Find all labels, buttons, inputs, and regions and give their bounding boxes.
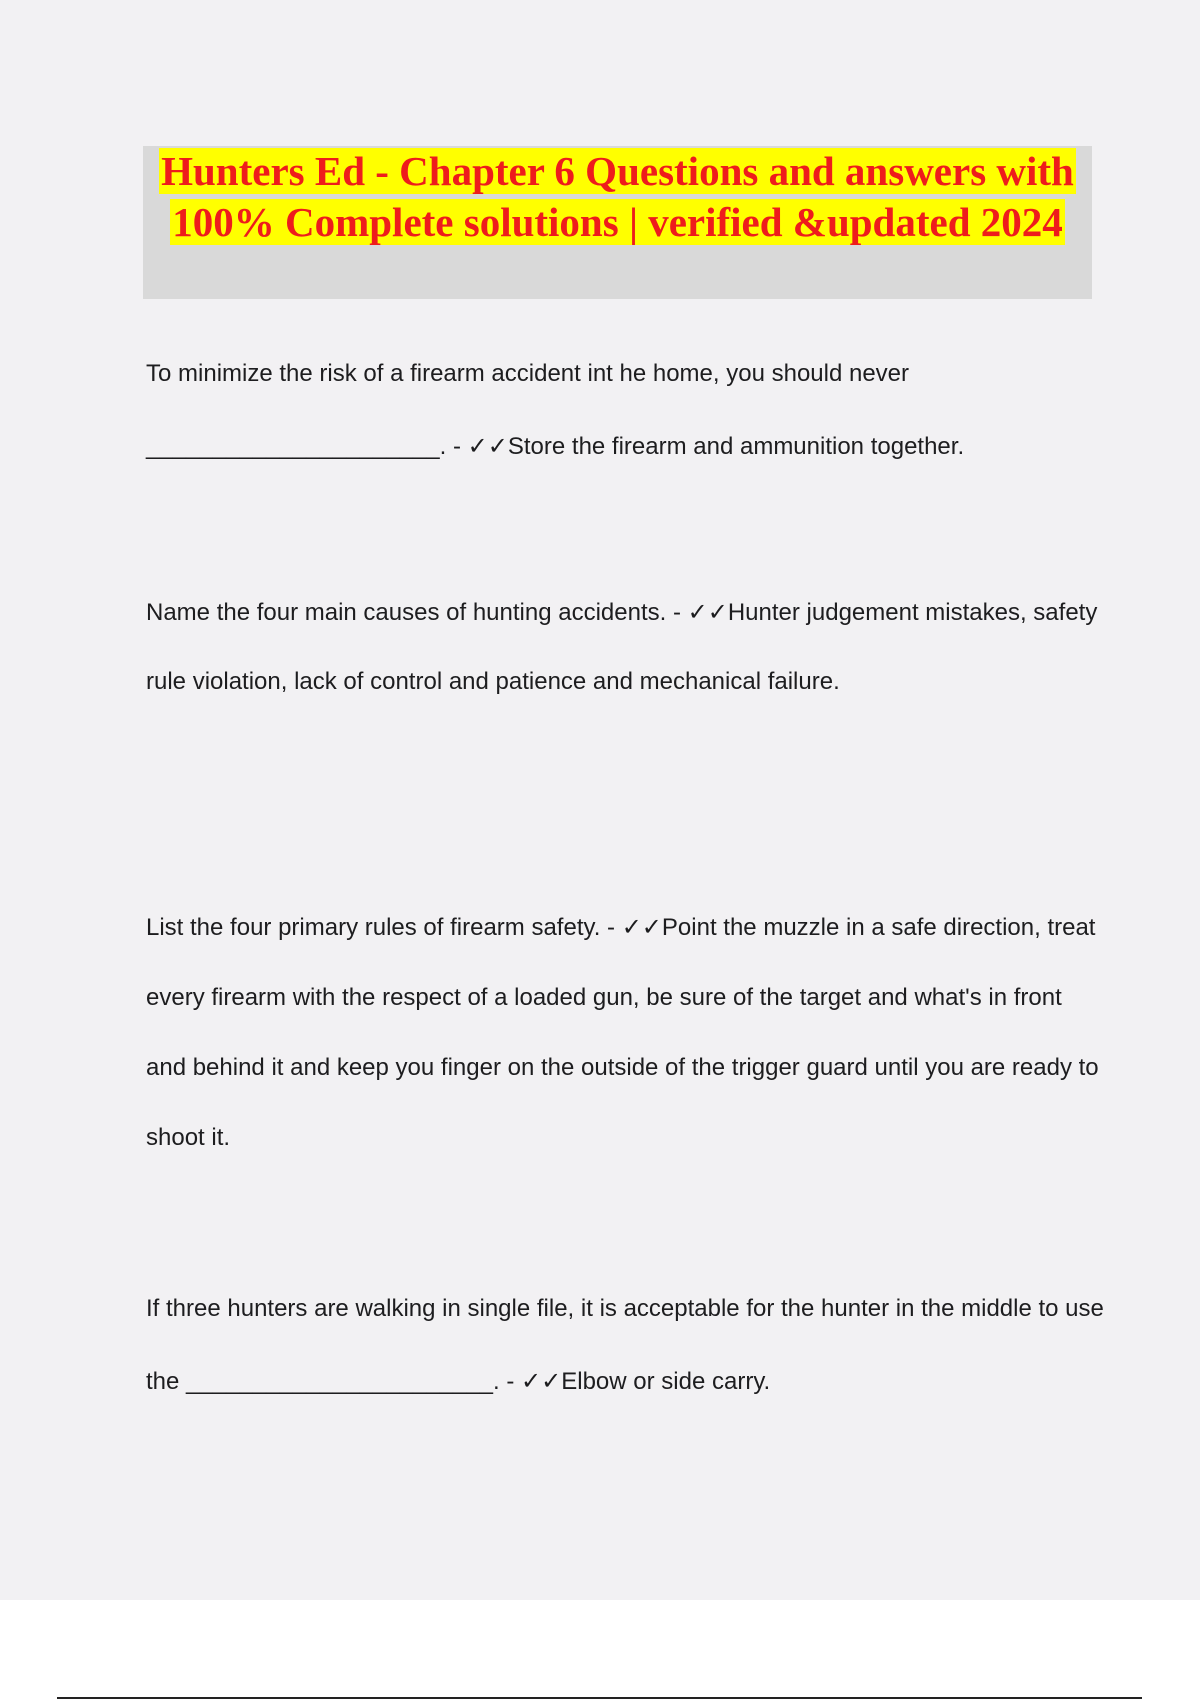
qa-item-3: List the four primary rules of firearm safety. - ✓✓Point the muzzle in a safe direction, treat every firearm with the respect of a loaded gun, be sure of the target and what's in front and behind it and keep you finger on the outside of the trigger guard until you are ready to shoot it. bbox=[146, 914, 1099, 1151]
title-highlight: Hunters Ed - Chapter 6 Questions and answers with 100% Complete solutions | verified &updated 2024 bbox=[161, 148, 1074, 245]
qa-item-2: Name the four main causes of hunting accidents. - ✓✓Hunter judgement mistakes, safety rule violation, lack of control and patience and mechanical failure. bbox=[146, 599, 1098, 695]
document-title bbox=[143, 146, 1092, 248]
qa-item-1: To minimize the risk of a firearm accident int he home, you should never ______________________. - ✓✓Store the firearm and ammunition together. bbox=[146, 360, 965, 460]
qa-item-4: If three hunters are walking in single file, it is acceptable for the hunter in the middle to use the _______________________. - ✓✓Elbow or side carry. bbox=[146, 1295, 1104, 1395]
footer-divider bbox=[57, 1697, 1142, 1699]
